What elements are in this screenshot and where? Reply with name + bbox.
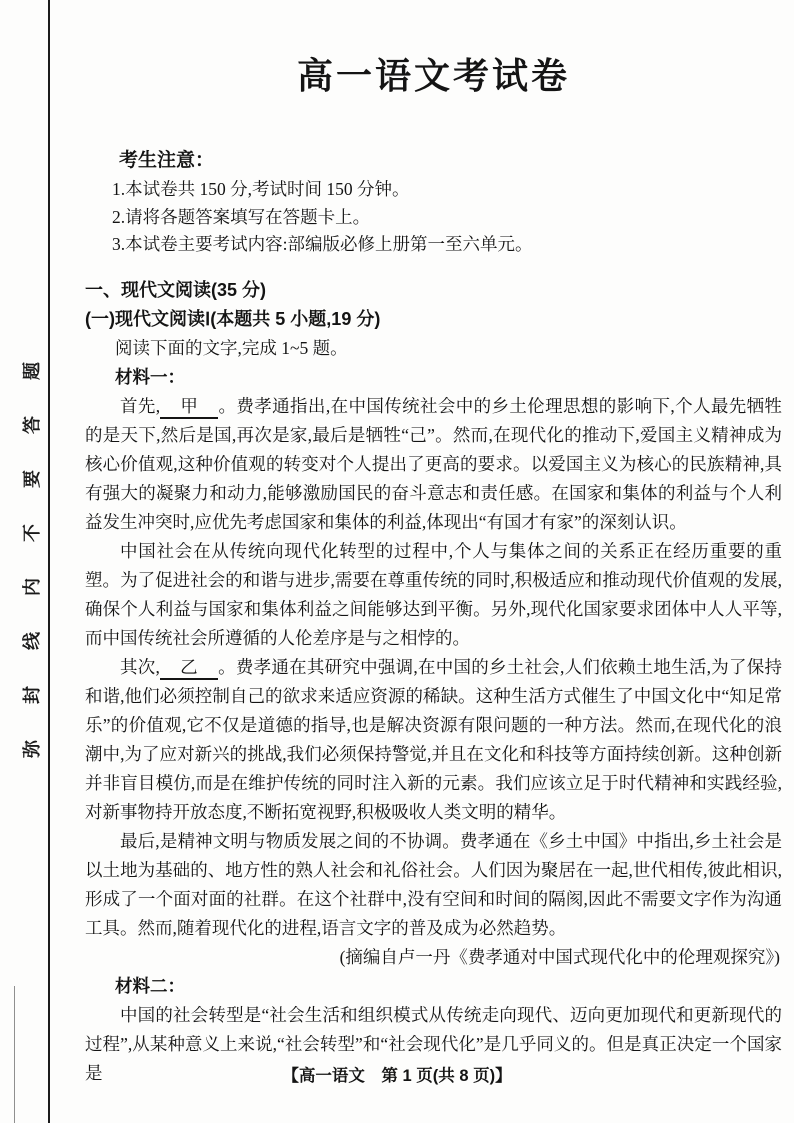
paragraph-3-prefix: 其次, [120,656,160,677]
section-subheading: (一)现代文阅读Ⅰ(本题共 5 小题,19 分) [85,308,381,329]
paragraph-1-prefix: 首先, [120,395,161,416]
page-footer: 【高一语文 第 1 页(共 8 页)】 [282,1067,512,1085]
notice-section [112,146,782,259]
material-one-paragraph-3 [85,653,782,827]
seal-line-text: 弥封线内不要答题 [22,326,42,758]
material-one-paragraph-4: 最后,是精神文明与物质发展之间的不协调。费孝通在《乡土中国》中指出,乡土社会是以土地为基础的、地方性的熟人社会和礼俗社会。人们因为聚居在一起,世代相传,彼此相识,形成了一个面对面的社群。在这个社群中,没有空间和时间的隔阂,因此不需要文字作为沟通工具。然而,随着现代化的进程,语言文字的普及成为必然趋势。 [85,830,782,938]
section-heading: 一、现代文阅读(35 分) [85,279,267,300]
paragraph-3-body: 。费孝通在其研究中强调,在中国的乡土社会,人们依赖土地生活,为了保持和谐,他们必须控制自己的欲求来适应资源的稀缺。这种生活方式催生了中国文化中“知足常乐”的价值观,它不仅是道德的指导,也是解决资源有限问题的一种方法。然而,在现代化的浪潮中,为了应对新兴的挑战,我们必须保持警觉,并且在文化和科技等方面持续创新。这种创新并非盲目模仿,而是在维护传统的同时注入新的元素。我们应该立足于时代精神和实践经验,对新事物持开放态度,不断拓宽视野,积极吸收人类文明的精华。 [85,656,782,822]
exam-content [85,52,782,1088]
source-attribution: (摘编自卢一丹《费孝通对中国式现代化中的伦理观探究》) [339,946,780,967]
material-two-label: 材料二： [115,975,185,996]
reading-instruction: 阅读下面的文字,完成 1~5 题。 [115,337,348,358]
seal-line-rule [48,0,50,1123]
notice-heading: 考生注意： [119,150,215,171]
notice-item-1: 1.本试卷共 150 分,考试时间 150 分钟。 [112,179,410,199]
page-title: 高一语文考试卷 [296,55,570,96]
blank-jia: 甲 [160,395,218,419]
blank-yi: 乙 [160,656,218,680]
material-one-label: 材料一： [115,366,185,387]
material-one-paragraph-2: 中国社会在从传统向现代化转型的过程中,个人与集体之间的关系正在经历重要的重塑。为了促进社会的和谐与进步,需要在尊重传统的同时,积极适应和推动现代价值观的发展,确保个人利益与国家和集体利益之间能够达到平衡。另外,现代化国家要求团体中人人平等,而中国传统社会所遵循的人伦差序是与之相悖的。 [85,540,782,648]
notice-item-2: 2.请将各题答案填写在答题卡上。 [112,206,371,227]
material-one-paragraph-1 [85,392,782,537]
page-edge-line [14,986,15,1123]
material-two-paragraph-1: 中国的社会转型是“社会生活和组织模式从传统走向现代、迈向更加现代和更新现代的过程”,从某种意义上来说,“社会转型”和“社会现代化”是几乎同义的。但是真正决定一个国家是 [85,1004,782,1083]
notice-item-3: 3.本试卷主要考试内容:部编版必修上册第一至六单元。 [112,234,533,254]
paragraph-1-body: 。费孝通指出,在中国传统社会中的乡土伦理思想的影响下,个人最先牺牲的是天下,然后是国,再次是家,最后是牺牲“己”。然而,在现代化的推动下,爱国主义精神成为核心价值观,这种价值观的转变对个人提出了更高的要求。以爱国主义为核心的民族精神,具有强大的凝聚力和动力,能够激励国民的奋斗意志和责任感。在国家和集体的利益与个人利益发生冲突时,应优先考虑国家和集体的利益,体现出“有国才有家”的深刻认识。 [85,395,782,532]
